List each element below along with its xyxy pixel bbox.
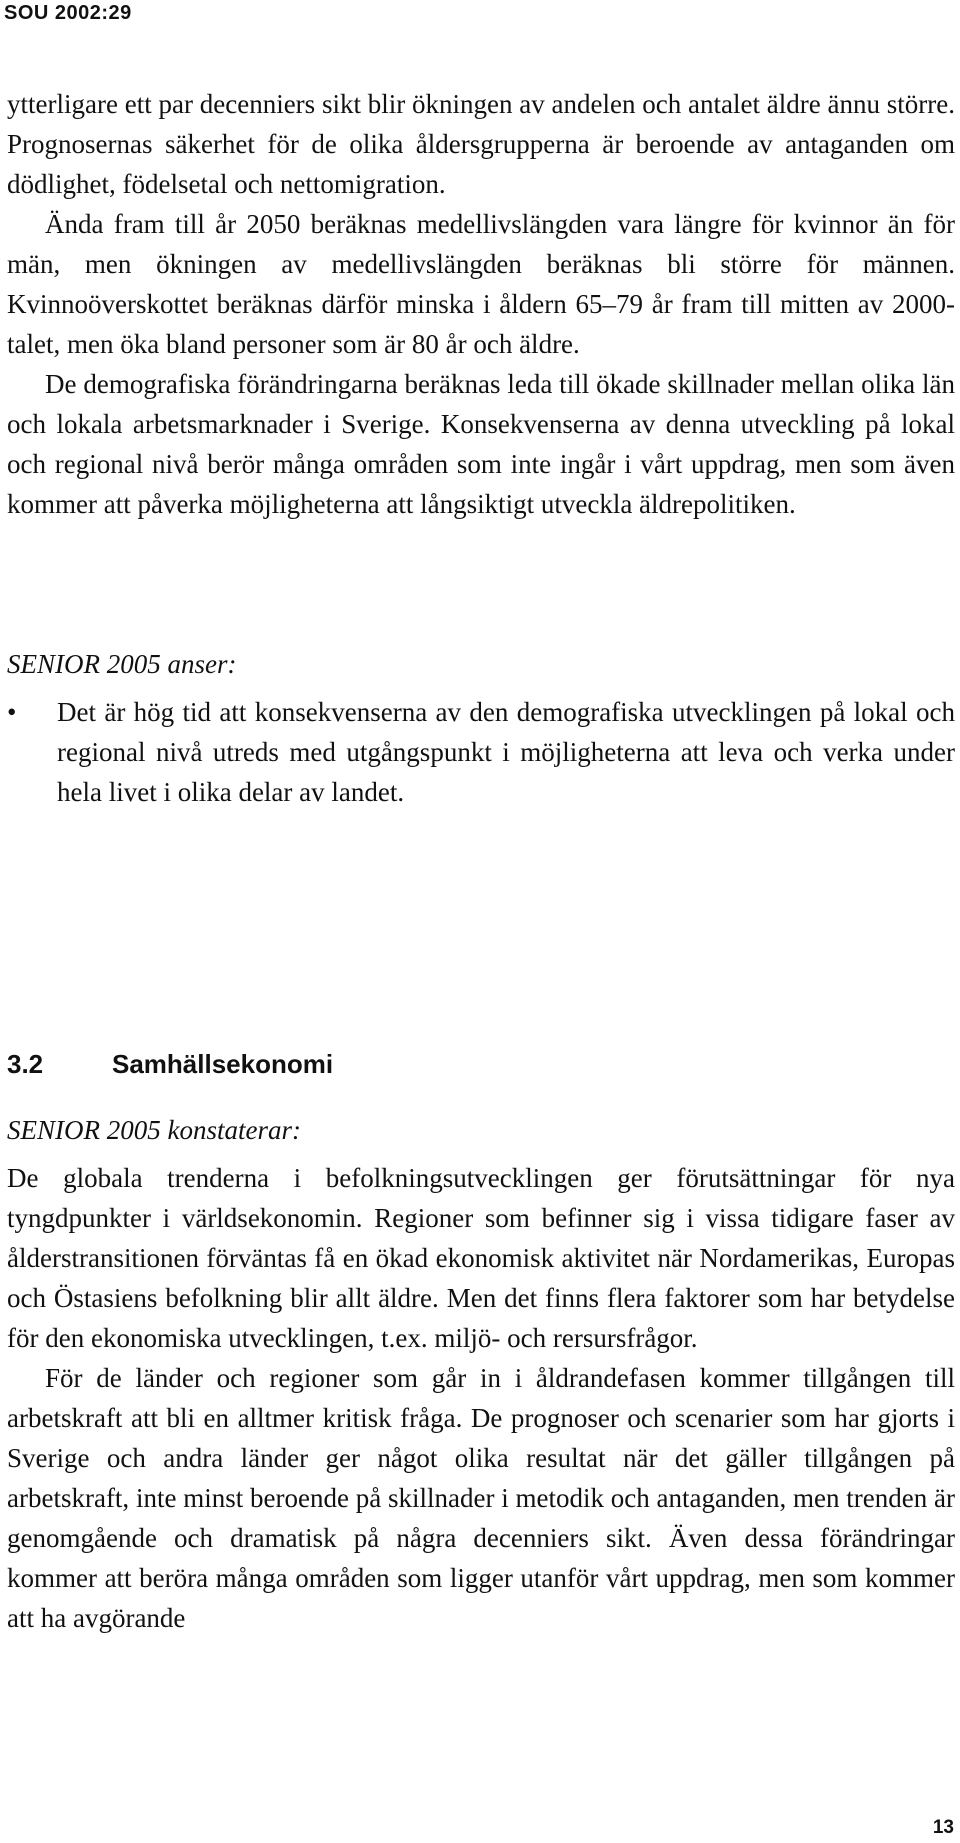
bullet-icon: • xyxy=(7,697,17,727)
section-number: 3.2 xyxy=(7,1049,44,1079)
paragraph-life-expectancy: Ända fram till år 2050 beräknas medellivslängden vara längre för kvinnor än för män, men ökningen av medellivslängden beräknas bli större för männen. Kvinnoöverskottet beräknas därför minska i åldern 65–79 år fram till mitten av 2000-talet, men öka bland personer som är 80 år och äldre. xyxy=(7,209,955,359)
bullet-item xyxy=(7,692,955,812)
paragraph-regional-differences: De demografiska förändringarna beräknas leda till ökade skillnader mellan olika län och lokala arbetsmarknader i Sverige. Konsekvenserna av denna utveckling på lokal och regional nivå berör många områden som inte ingår i vårt uppdrag, men som även kommer att påverka möjligheterna att långsiktigt utveckla äldrepolitiken. xyxy=(7,369,955,519)
senior-anser-lead: SENIOR 2005 anser: xyxy=(7,649,237,679)
section-heading xyxy=(7,1044,333,1084)
page-number: 13 xyxy=(932,1817,954,1838)
senior-konstaterar-lead: SENIOR 2005 konstaterar: xyxy=(7,1115,301,1145)
bullet-text: Det är hög tid att konsekvenserna av den demografiska utvecklingen på lokal och regional nivå utreds med utgångspunkt i möjligheterna att leva och verka under hela livet i olika delar av landet. xyxy=(57,697,955,807)
body-text-block-1 xyxy=(7,84,955,524)
paragraph-continuation: ytterligare ett par decenniers sikt blir ökningen av andelen och antalet äldre ännu större. Prognosernas säkerhet för de olika åldersgrupperna är beroende av antaganden om dödlighet, födelsetal och nettomigration. xyxy=(7,89,955,199)
running-header: SOU 2002:29 xyxy=(4,2,132,24)
section-title: Samhällsekonomi xyxy=(112,1049,334,1079)
paragraph-global-trends: De globala trenderna i befolkningsutvecklingen ger förutsättningar för nya tyngdpunkter i världsekonomin. Regioner som befinner sig i vissa tidigare faser av ålderstransitionen förväntas få en ökad ekonomisk aktivitet när Nordamerikas, Europas och Östasiens befolkning blir allt äldre. Men det finns flera faktorer som har betydelse för den ekonomiska utvecklingen, t.ex. miljö- och rersursfrågor. xyxy=(7,1163,955,1353)
paragraph-labour-supply: För de länder och regioner som går in i åldrandefasen kommer tillgången till arbetskraft att bli en alltmer kritisk fråga. De prognoser och scenarier som har gjorts i Sverige och andra länder ger något olika resultat när det gäller tillgången på arbetskraft, inte minst beroende på skillnader i metodik och antaganden, men trenden är genomgående och dramatisk på några decenniers sikt. Även dessa förändringar kommer att beröra många områden som ligger utanför vårt uppdrag, men som kommer att ha avgörande xyxy=(7,1363,955,1633)
body-text-block-2 xyxy=(7,1158,955,1638)
